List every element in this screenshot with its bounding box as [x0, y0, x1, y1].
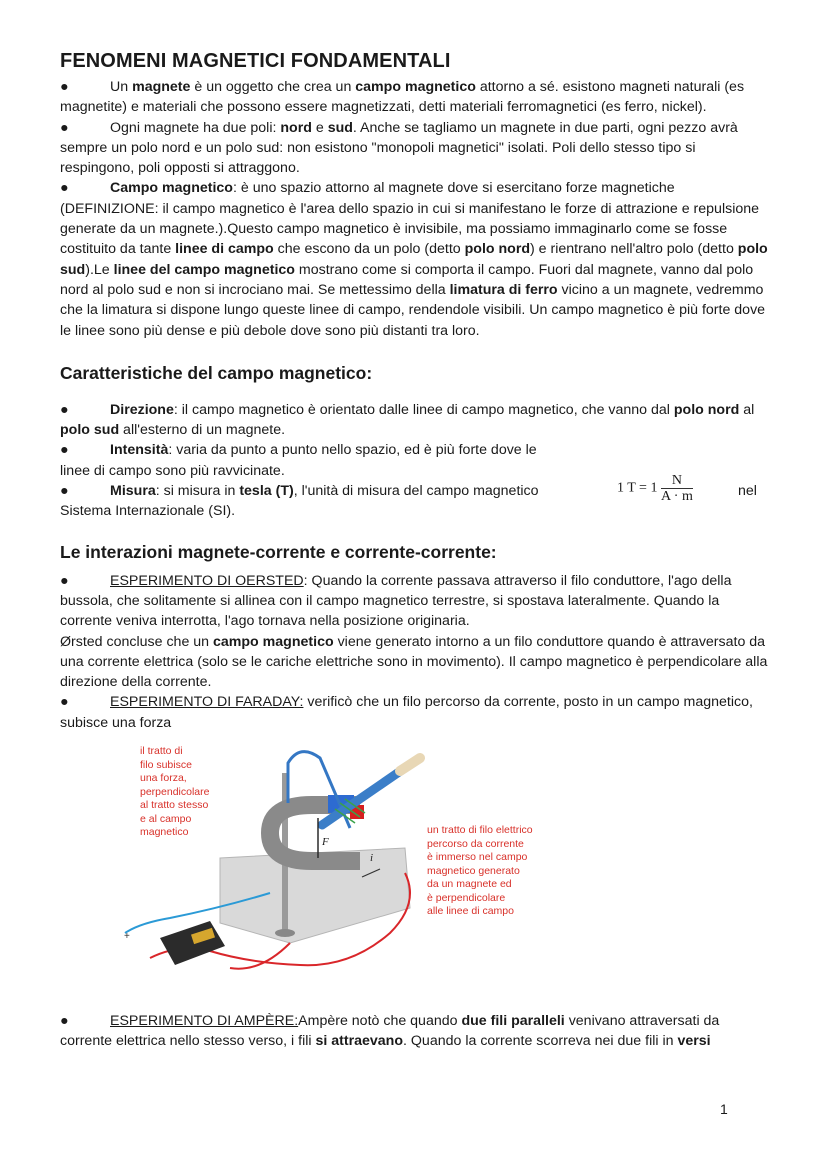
paragraph-magnete: ● Un magnete è un oggetto che crea un campo magnetico attorno a sé. esistono magneti naturali (es magnetite) e materiali che possono essere magnetizzati, detti materiali ferromagnetici (es ferro, nickel).: [60, 79, 745, 116]
document-page: [60, 50, 772, 1052]
paragraph-poli: ● Ogni magnete ha due poli: nord e sud. Anche se tagliamo un magnete in due parti, ogni pezzo avrà sempre un polo nord e un polo sud: non esistono "monopoli magnetici" isolati. Poli dello stesso tipo si respingono, poli opposti si attraggono.: [60, 119, 738, 177]
page-title: FENOMENI MAGNETICI FONDAMENTALI: [60, 50, 451, 72]
bullet: ●: [60, 119, 69, 136]
paragraph-oersted-conclusione: Ørsted concluse che un campo magnetico viene generato intorno a un filo conduttore quando è attraversato da una corrente elettrica (solo se le cariche elettriche sono in movimento). Il campo magnetico è perpendicolare alla direzione della corrente.: [60, 633, 768, 691]
bullet: ●: [60, 694, 69, 711]
section-heading-interazioni: Le interazioni magnete-corrente e corrente-corrente:: [60, 541, 497, 562]
paragraph-faraday: ● ESPERIMENTO DI FARADAY: verificò che un filo percorso da corrente, posto in un campo magnetico, subisce una forza: [60, 694, 753, 731]
svg-text:F: F: [322, 836, 329, 849]
bullet: ●: [60, 401, 69, 418]
bullet: ●: [60, 483, 69, 500]
misura-block: [60, 473, 772, 522]
svg-text:i: i: [370, 852, 374, 865]
caption-right: un tratto di filo elettrico percorso da corrente è immerso nel campo magnetico generato da un magnete ed è perpendicolare alle linee di campo: [427, 824, 533, 918]
bullet: ●: [60, 79, 69, 95]
svg-text:+: +: [124, 931, 130, 943]
page-number: 1: [720, 1101, 728, 1117]
bullet: ●: [60, 180, 69, 197]
tesla-formula: 1 T = 1 $\frac{N}{A \cdot m}$: [617, 473, 693, 505]
bullet: ●: [60, 442, 69, 459]
caption-left: il tratto di filo subisce una forza, perpendicolare al tratto stesso e al campo magnetico: [140, 745, 210, 839]
faraday-figure: [60, 733, 772, 1003]
paragraph-direzione: ● Direzione: il campo magnetico è orientato dalle linee di campo magnetico, che vanno dal polo nord al polo sud all'esterno di un magnete.: [60, 401, 755, 439]
paragraph-misura: ● Misura: si misura in tesla (T), l'unità di misura del campo magnetico nel Sistema Internazionale (SI).: [60, 483, 757, 520]
bullet: ●: [60, 572, 69, 589]
paragraph-intensita: ● Intensità: varia da punto a punto nello spazio, ed è più forte dove le linee di campo sono più ravvicinate.: [60, 442, 537, 479]
formula-fraction: $\frac{N}{A \cdot m}$: [660, 473, 693, 505]
paragraph-ampere: ● ESPERIMENTO DI AMPÈRE:Ampère notò che quando due fili paralleli venivano attraversati da corrente elettrica nello stesso verso, i fili si attraevano. Quando la corrente scorreva nei due fili in versi: [60, 1013, 720, 1050]
paragraph-campo-magnetico: ● Campo magnetico: è uno spazio attorno al magnete dove si esercitano forze magnetiche (DEFINIZIONE: il campo magnetico è l'area dello spazio in cui si manifestano le forze di attrazione e repulsione generate da un magnete.).Questo campo magnetico è invisibile, ma possiamo immaginarlo come se fosse costituito da tante linee di campo che escono da un polo (detto polo nord) e rientrano nell'altro polo (detto polo sud).Le linee del campo magnetico mostrano come si comporta il campo. Fuori dal magnete, vanno dal polo nord al polo sud e non si incrociano mai. Se mettessimo della limatura di ferro vicino a un magnete, vedremmo che la limatura si dispone lungo queste linee di campo, rendendole visibili. Un campo magnetico è più forte dove le linee sono più dense e più debole dove sono più distanti tra loro.: [60, 180, 768, 339]
paragraph-oersted: ● ESPERIMENTO DI OERSTED: Quando la corrente passava attraverso il filo conduttore, l'ago della bussola, che solitamente si allinea con il campo magnetico terrestre, si spostava lateralmente. Quando la corrente veniva interrotta, l'ago tornava nella posizione originaria.: [60, 572, 732, 630]
apparatus-illustration: [60, 733, 772, 1003]
section-heading-caratteristiche: Caratteristiche del campo magnetico:: [60, 362, 373, 383]
bullet: ●: [60, 1013, 69, 1030]
